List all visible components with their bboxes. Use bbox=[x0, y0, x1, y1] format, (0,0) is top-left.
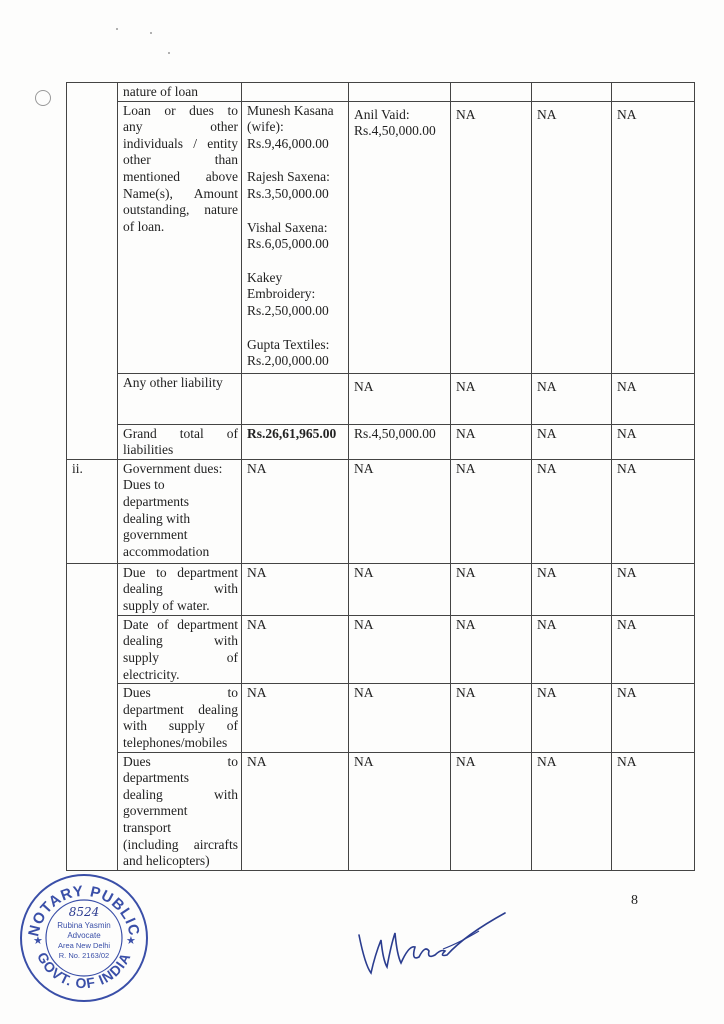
row-description: Any other liability bbox=[118, 373, 242, 424]
spouse-value: Rs.4,50,000.00 bbox=[349, 424, 451, 459]
loan-entry: Gupta Textiles: Rs.2,00,000.00 bbox=[247, 336, 330, 369]
dependent3-value: NA bbox=[612, 563, 695, 615]
loan-entry: Rajesh Saxena: Rs.3,50,000.00 bbox=[247, 169, 330, 201]
dependent3-value: NA bbox=[612, 684, 695, 752]
spouse-value: NA bbox=[349, 752, 451, 870]
liabilities-table bbox=[66, 82, 695, 871]
dependent2-value: NA bbox=[532, 101, 612, 373]
row-description: Dues to departments dealing with government transport (including aircrafts and helicopters) bbox=[118, 752, 242, 870]
table-row bbox=[67, 752, 695, 870]
dependent2-value: NA bbox=[532, 563, 612, 615]
notary-seal bbox=[18, 872, 150, 1004]
dependent1-value: NA bbox=[451, 615, 532, 683]
dependent2-value: NA bbox=[532, 373, 612, 424]
self-value bbox=[242, 373, 349, 424]
self-value: NA bbox=[242, 752, 349, 870]
self-value bbox=[242, 101, 349, 373]
seal-handwritten-number: 8524 bbox=[68, 905, 100, 919]
spouse-value: NA bbox=[349, 373, 451, 424]
dependent3-value: NA bbox=[612, 459, 695, 563]
index-cell bbox=[67, 83, 118, 460]
punch-hole bbox=[35, 90, 51, 106]
dependent2-value: NA bbox=[532, 684, 612, 752]
row-description: Grand total of liabilities bbox=[118, 424, 242, 459]
spouse-value: NA bbox=[349, 459, 451, 563]
self-value: NA bbox=[242, 563, 349, 615]
seal-name: Rubina Yasmin bbox=[57, 921, 111, 930]
row-description: Dues to department dealing with supply of telephones/mobiles bbox=[118, 684, 242, 752]
scan-speck bbox=[116, 28, 118, 30]
row-description: Due to department dealing with supply of water. bbox=[118, 563, 242, 615]
self-value: NA bbox=[242, 684, 349, 752]
signature bbox=[355, 905, 510, 980]
dependent2-value: NA bbox=[532, 752, 612, 870]
star-icon: ★ bbox=[126, 935, 136, 947]
self-value: Rs.26,61,965.00 bbox=[242, 424, 349, 459]
spouse-value: NA bbox=[349, 684, 451, 752]
index-cell bbox=[67, 563, 118, 870]
dependent2-value: NA bbox=[532, 424, 612, 459]
dependent3-value: NA bbox=[612, 424, 695, 459]
seal-bottom-text: GOVT. OF INDIA bbox=[34, 949, 134, 992]
scan-speck bbox=[168, 52, 170, 54]
star-icon: ★ bbox=[33, 935, 43, 947]
row-description: nature of loan bbox=[118, 83, 242, 102]
scan-speck bbox=[150, 32, 152, 34]
dependent3-value: NA bbox=[612, 615, 695, 683]
table-row bbox=[67, 459, 695, 563]
table-row bbox=[67, 684, 695, 752]
loan-entry: Munesh Kasana (wife): Rs.9,46,000.00 bbox=[247, 102, 334, 151]
spouse-value: NA bbox=[349, 615, 451, 683]
row-description: Loan or dues to any other individuals / entity other than mentioned above Name(s), Amount outstanding, nature of loan. bbox=[118, 101, 242, 373]
row-description: Date of department dealing with supply of electricity. bbox=[118, 615, 242, 683]
dependent1-value: NA bbox=[451, 752, 532, 870]
loan-entry: Kakey Embroidery: Rs.2,50,000.00 bbox=[247, 269, 329, 318]
table-row bbox=[67, 615, 695, 683]
table-row bbox=[67, 424, 695, 459]
spouse-value: Anil Vaid: Rs.4,50,000.00 bbox=[349, 101, 451, 373]
row-description: Government dues: Dues to departments dealing with government accommodation bbox=[118, 459, 242, 563]
seal-title: Advocate bbox=[67, 931, 101, 940]
self-value: NA bbox=[242, 459, 349, 563]
table-row bbox=[67, 563, 695, 615]
dependent1-value: NA bbox=[451, 101, 532, 373]
self-value: NA bbox=[242, 615, 349, 683]
dependent1-value: NA bbox=[451, 459, 532, 563]
index-cell: ii. bbox=[67, 459, 118, 563]
table-row bbox=[67, 373, 695, 424]
seal-reg-no: R. No. 2163/02 bbox=[58, 951, 110, 960]
table-row bbox=[67, 83, 695, 102]
dependent2-value: NA bbox=[532, 459, 612, 563]
dependent3-value: NA bbox=[612, 752, 695, 870]
dependent1-value: NA bbox=[451, 373, 532, 424]
dependent1-value: NA bbox=[451, 684, 532, 752]
table-row bbox=[67, 101, 695, 373]
loan-entry: Vishal Saxena: Rs.6,05,000.00 bbox=[247, 219, 329, 252]
seal-top-text: NOTARY PUBLIC bbox=[25, 882, 143, 939]
dependent1-value: NA bbox=[451, 563, 532, 615]
dependent3-value: NA bbox=[612, 373, 695, 424]
dependent3-value: NA bbox=[612, 101, 695, 373]
spouse-value: NA bbox=[349, 563, 451, 615]
dependent2-value: NA bbox=[532, 615, 612, 683]
seal-area: Area New Delhi bbox=[57, 941, 111, 950]
dependent1-value: NA bbox=[451, 424, 532, 459]
page-number: 8 bbox=[631, 893, 638, 908]
